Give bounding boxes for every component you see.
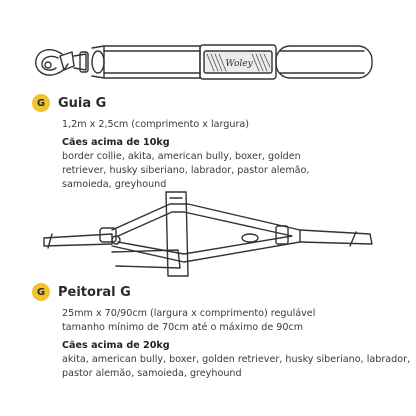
harness-size-note: tamanho mínimo de 70cm até o máximo de 90cm <box>62 322 304 333</box>
leash-title: Guia G <box>58 95 107 111</box>
leash-heading <box>32 92 404 114</box>
snap-hook-icon <box>36 50 88 75</box>
harness-title: Peitoral G <box>58 284 131 300</box>
ring-icon <box>242 234 258 242</box>
harness-dimensions: 25mm x 70/90cm (largura x comprimento) regulável <box>62 308 316 319</box>
leash-dimensions: 1,2m x 2,5cm (comprimento x largura) <box>62 119 250 130</box>
harness-illustration <box>0 190 416 282</box>
leash-spec-section <box>32 92 404 192</box>
leash-illustration <box>0 34 416 94</box>
leash-breeds-line-2: retriever, husky siberiano, labrador, pastor alemão, <box>62 165 310 176</box>
size-badge: G <box>32 94 50 112</box>
harness-spec-section <box>32 281 411 381</box>
leash-breeds-line-1: border collie, akita, american bully, boxer, golden <box>62 151 301 162</box>
leash-breeds-line-3: samoieda, greyhound <box>62 179 167 190</box>
size-badge: G <box>32 283 50 301</box>
harness-breeds-line-1: akita, american bully, boxer, golden retriever, husky siberiano, labrador, <box>62 354 411 365</box>
harness-breeds-line-2: pastor alemão, samoieda, greyhound <box>62 368 242 379</box>
ring-icon <box>92 51 104 73</box>
buckle-icon <box>100 228 120 244</box>
leash-dogs-heading: Cães acima de 10kg <box>62 137 170 148</box>
harness-heading <box>32 281 404 303</box>
brand-logo-text: Woley <box>225 59 253 69</box>
harness-dogs-heading: Cães acima de 20kg <box>62 340 170 351</box>
